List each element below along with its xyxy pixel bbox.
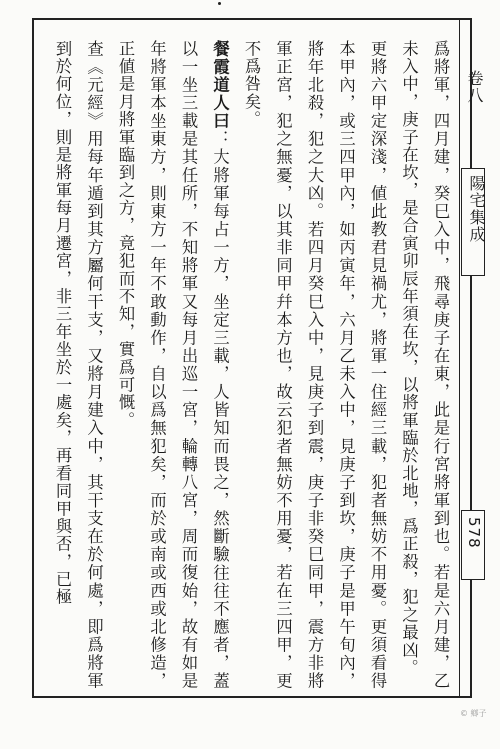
print-mark xyxy=(218,2,221,5)
page-number-box xyxy=(461,510,485,580)
section-heading: 餐霞道人曰 xyxy=(210,40,230,131)
margin-rule xyxy=(459,18,460,698)
section-text: ：大將軍每占一方，坐定三載，人皆知而畏之，然斷驗往往不應者，蓋以一坐三載是其任所，不知將軍又每月出巡一宮，輪轉八宮，周而復始，故有如是年將軍本坐東方，則東方一年不敢動作，自以爲無犯矣，而於或南或西或北修造，正値是月將軍臨到之方，竟犯而不知，實爲可慨。 xyxy=(116,40,230,691)
margin-column xyxy=(461,18,485,698)
book-title: 陽宅集成 xyxy=(467,175,486,243)
page-number: 578 xyxy=(465,517,483,549)
paragraph-2: 更將六甲定深淺，値此教君見禍尤，將軍一住經三載，犯者無妨不用憂。更須看得本甲內，或三四甲內，如丙寅年，六月乙未入中，見庚子到坎，庚子是甲午旬內，將年北殺，犯之大凶。若四月癸巳入中，見庚子到震，庚子非癸巳同甲，震方非將軍正宮，犯之無憂，以其非同甲幷本方也，故云犯者無妨不用憂，若在三四甲，更不爲咎矣。 xyxy=(242,40,387,690)
paragraph-1: 爲將軍，四月建，癸巳入中，飛尋庚子在東，此是行宮將軍到也。若是六月建，乙未入中，庚子在坎，是合寅卯辰年須在坎，以將軍臨於北地，爲正殺，犯之最凶。 xyxy=(399,40,450,690)
book-title-box xyxy=(461,168,485,276)
volume-label: 卷八 xyxy=(465,70,484,104)
watermark: © 鄉子 xyxy=(460,709,487,718)
paragraph-4: 查《元經》用每年遁到其方屬何干支，又將月建入中，其干支在於何處，即爲將軍到於何位，則是將軍每月遷宮，非三年坐於一處矣，再看同甲與否，已極 xyxy=(53,40,104,690)
main-text xyxy=(44,40,456,690)
paragraph-3 xyxy=(110,40,236,690)
